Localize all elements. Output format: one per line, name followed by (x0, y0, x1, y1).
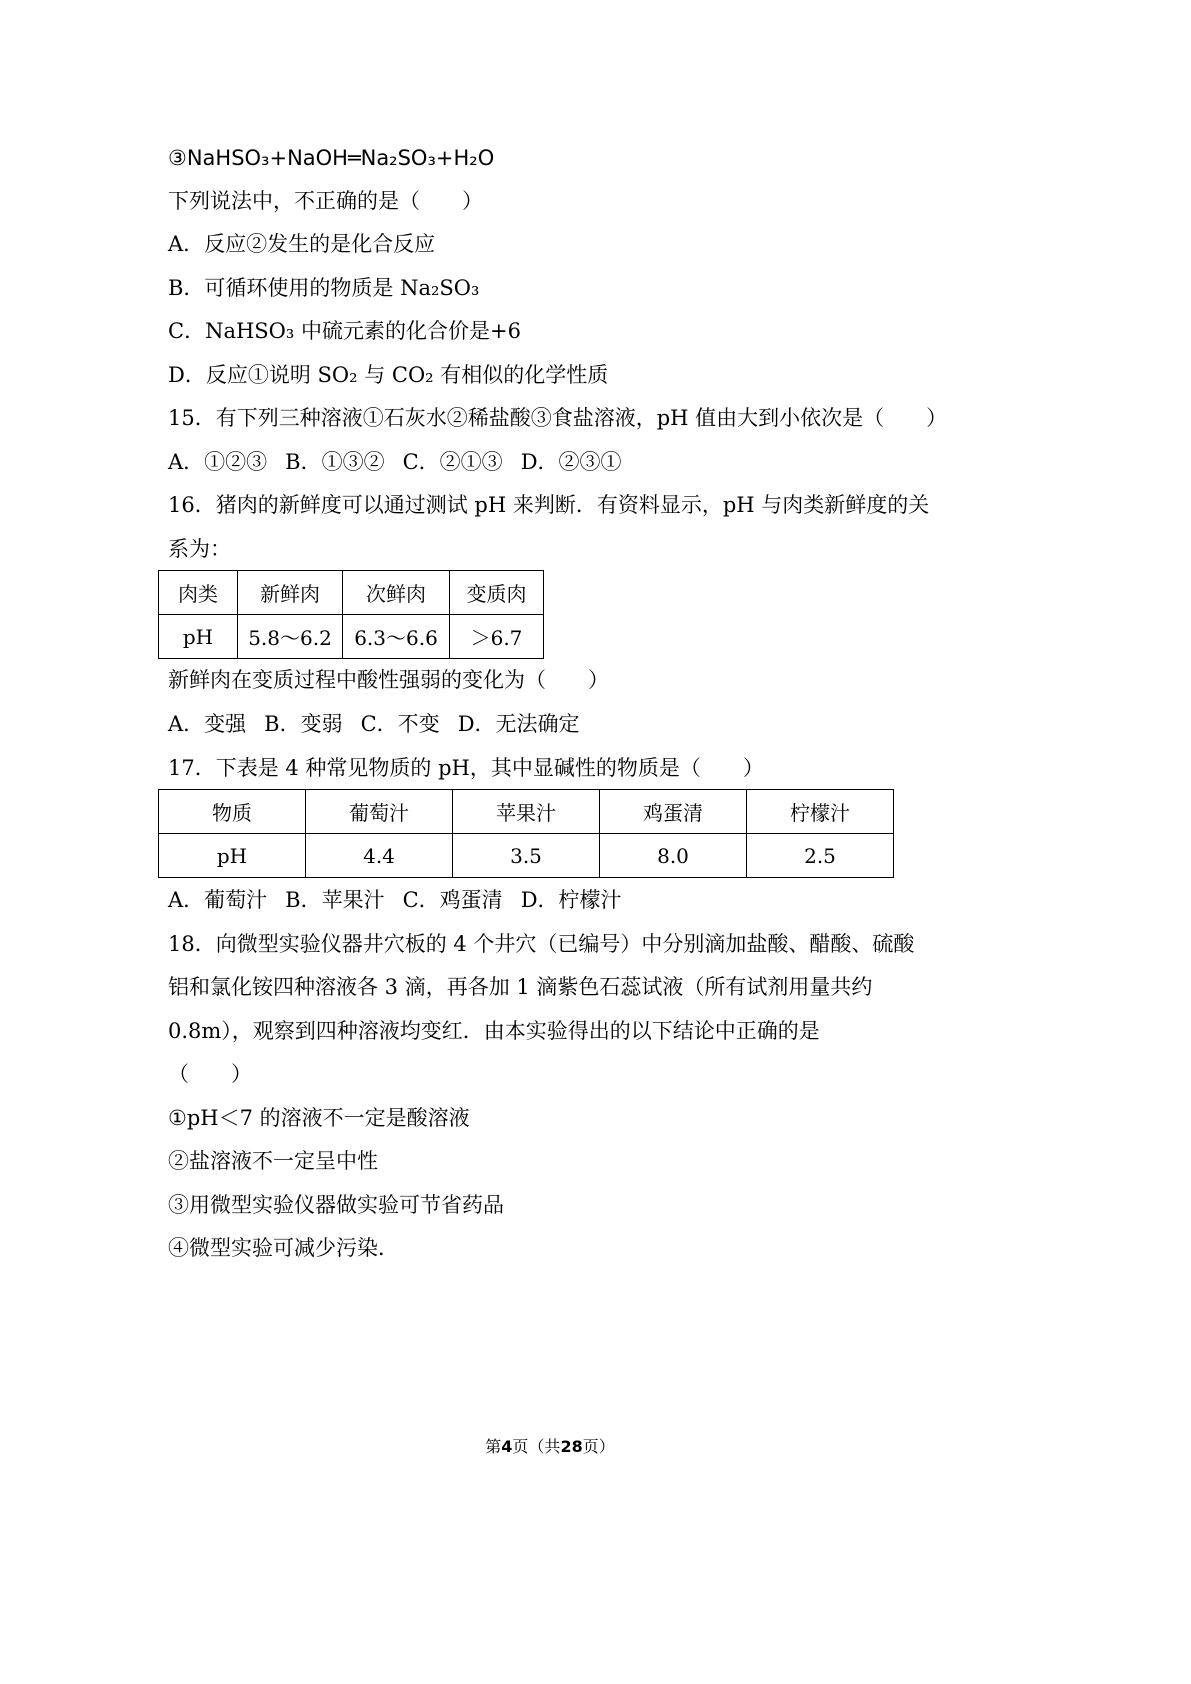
footer-page-number: 4 (501, 1437, 513, 1456)
table-cell: 肉类 (159, 571, 238, 615)
q16-after-table: 新鲜肉在变质过程中酸性强弱的变化为（ ） (168, 668, 609, 692)
table-cell: 8.0 (600, 834, 747, 878)
table-cell: 葡萄汁 (306, 790, 453, 834)
table-row (159, 615, 544, 659)
reaction-3: ③NaHSO₃+NaOH═Na₂SO₃+H₂O (168, 146, 495, 170)
q16-stem-line2: 系为： (168, 537, 231, 561)
q15-option: C．②①③ (402, 450, 503, 474)
q16-option: A．变强 (168, 712, 247, 736)
q18-line1: 18．向微型实验仪器井穴板的 4 个井穴（已编号）中分别滴加盐酸、醋酸、硫酸 (168, 932, 915, 956)
q14-option-c: C．NaHSO₃ 中硫元素的化合价是+6 (168, 319, 521, 343)
q14-option-a: A．反应②发生的是化合反应 (168, 232, 436, 256)
q17-option: B．苹果汁 (285, 888, 385, 912)
table-cell: 苹果汁 (453, 790, 600, 834)
table-row (159, 790, 894, 834)
footer-total-pages: 28 (560, 1437, 583, 1456)
q17-table (158, 789, 894, 878)
q17-options (168, 887, 640, 913)
table-cell: pH (159, 615, 238, 659)
table-cell: 物质 (159, 790, 306, 834)
q16-table (158, 570, 544, 659)
q17-option: C．鸡蛋清 (402, 888, 503, 912)
footer-middle: 页（共 (512, 1437, 561, 1456)
q18-line4: （ ） (168, 1062, 252, 1086)
q14-option-d: D．反应①说明 SO₂ 与 CO₂ 有相似的化学性质 (168, 363, 609, 387)
table-row (159, 571, 544, 615)
table-cell: 5.8～6.2 (238, 615, 343, 659)
q15-stem: 15．有下列三种溶液①石灰水②稀盐酸③食盐溶液，pH 值由大到小依次是（ ） (168, 406, 948, 430)
table-row (159, 834, 894, 878)
q16-options (168, 711, 598, 737)
q18-line2: 铝和氯化铵四种溶液各 3 滴，再各加 1 滴紫色石蕊试液（所有试剂用量共约 (168, 975, 873, 999)
q16-stem-line1: 16．猪肉的新鲜度可以通过测试 pH 来判断．有资料显示，pH 与肉类新鲜度的关 (168, 493, 930, 517)
q15-option: B．①③② (285, 450, 385, 474)
q16-option: D．无法确定 (457, 712, 580, 736)
q17-option: A．葡萄汁 (168, 888, 268, 912)
q16-option: C．不变 (360, 712, 440, 736)
table-cell: pH (159, 834, 306, 878)
footer-suffix: 页） (582, 1437, 615, 1456)
table-cell: 4.4 (306, 834, 453, 878)
table-cell: 次鲜肉 (343, 571, 450, 615)
table-cell: 3.5 (453, 834, 600, 878)
q17-option: D．柠檬汁 (520, 888, 622, 912)
q14-option-b: B．可循环使用的物质是 Na₂SO₃ (168, 276, 480, 300)
q18-line3: 0.8m），观察到四种溶液均变红．由本实验得出的以下结论中正确的是 (168, 1019, 820, 1043)
q15-options (168, 449, 640, 475)
q18-statement-3: ③用微型实验仪器做实验可节省药品 (168, 1193, 504, 1217)
table-cell: 6.3～6.6 (343, 615, 450, 659)
table-cell: 新鲜肉 (238, 571, 343, 615)
q18-statement-2: ②盐溶液不一定呈中性 (168, 1149, 378, 1173)
q17-stem: 17．下表是 4 种常见物质的 pH，其中显碱性的物质是（ ） (168, 756, 764, 780)
table-cell: 2.5 (747, 834, 894, 878)
q14-stem: 下列说法中，不正确的是（ ） (168, 189, 483, 213)
page-footer (0, 1434, 1100, 1457)
q18-statement-4: ④微型实验可减少污染． (168, 1236, 399, 1260)
footer-prefix: 第 (485, 1437, 502, 1456)
q16-option: B．变弱 (264, 712, 343, 736)
table-cell: 变质肉 (450, 571, 544, 615)
q15-option: D．②③① (520, 450, 622, 474)
table-cell: ＞6.7 (450, 615, 544, 659)
q18-statement-1: ①pH＜7 的溶液不一定是酸溶液 (168, 1106, 470, 1130)
q15-option: A．①②③ (168, 450, 268, 474)
table-cell: 柠檬汁 (747, 790, 894, 834)
table-cell: 鸡蛋清 (600, 790, 747, 834)
